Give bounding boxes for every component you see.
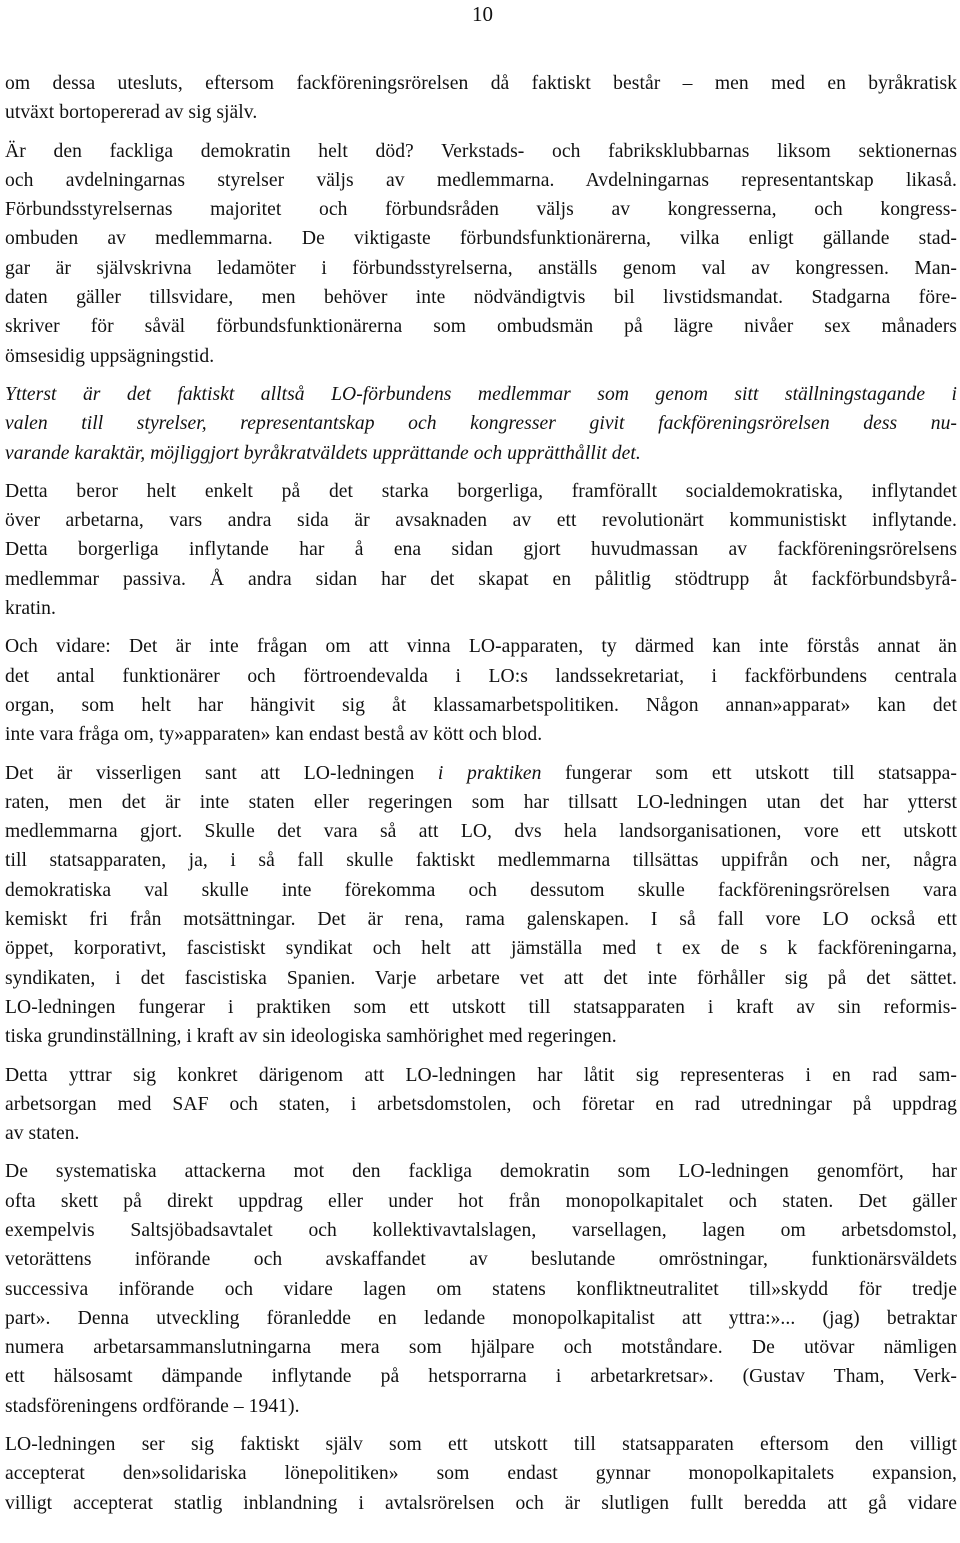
text-line: part». Denna utveckling föranledde en ledande monopolkapitalist att yttra:»... (jag) betraktar <box>5 1307 957 1329</box>
text-line: Är den fackliga demokratin helt död? Verkstads- och fabriksklubbarnas liksom sektionernas <box>5 140 957 162</box>
text-line: över arbetarna, vars andra sida är avsaknaden av ett revolutionärt kommunistiskt inflytande. <box>5 510 957 532</box>
text-line: ett hälsosamt dämpande inflytande på hetsporrarna i arbetarkretsar». (Gustav Tham, Verk- <box>5 1366 957 1388</box>
text-line: arbetsorgan med SAF och staten, i arbetsdomstolen, och företar en rad utredningar på uppdrag <box>5 1093 957 1115</box>
document-body <box>5 69 957 1527</box>
paragraph <box>5 1061 957 1149</box>
text-line: daten gäller tillsvidare, men behöver inte nödvändigtvis bil livstidsmandat. Stadgarna före- <box>5 287 957 309</box>
paragraph <box>5 632 957 749</box>
text-line: ofta skett på direkt uppdrag eller under hot från monopolkapitalet och staten. Det gäller <box>5 1190 957 1212</box>
text-line: Detta beror helt enkelt på det starka borgerliga, framförallt socialdemokratiska, inflytandet <box>5 480 957 502</box>
text-line: varande karaktär, möjliggjort byråkratväldets upprättande och upprätthållit det. <box>5 442 641 464</box>
text-line: successiva införande och vidare lagen om statens konfliktneutralitet till»skydd för tredje <box>5 1278 957 1300</box>
text-line: Detta yttrar sig konkret därigenom att LO-ledningen har låtit sig representeras i en rad sam- <box>5 1064 957 1086</box>
text-line: Förbundsstyrelsernas majoritet och förbundsråden väljs av kongresserna, och kongress- <box>5 199 957 221</box>
paragraph <box>5 759 957 1052</box>
text-line: Och vidare: Det är inte frågan om att vinna LO-apparaten, ty därmed kan inte förstås annat än <box>5 636 957 658</box>
text-line: inte vara fråga om, ty»apparaten» kan endast bestå av kött och blod. <box>5 724 543 746</box>
text-line: raten, men det är inte staten eller regeringen som har tillsatt LO-ledningen utan det har ytterst <box>5 791 957 813</box>
paragraph <box>5 477 957 623</box>
text-line: medlemmar passiva. Å andra sidan har det skapat en pålitlig stödtrupp åt fackförbundsbyrå- <box>5 568 957 590</box>
text-line: Detta borgerliga inflytande har å ena sidan gjort huvudmassan av fackföreningsrörelsens <box>5 539 957 561</box>
text-line: syndikaten, i det fascistiska Spanien. Varje arbetare vet att det inte förhåller sig på det sättet. <box>5 967 957 989</box>
text-line: kratin. <box>5 598 56 620</box>
page-number: 10 <box>472 2 493 26</box>
paragraph <box>5 380 957 468</box>
text-line: Det är visserligen sant att LO-ledningen i praktiken fungerar som ett utskott till statsappa- <box>5 762 958 784</box>
paragraph <box>5 1430 957 1518</box>
text-line: LO-ledningen fungerar i praktiken som ett utskott till statsapparaten i kraft av sin reformis- <box>5 996 957 1018</box>
emphasis: i praktiken <box>437 762 542 784</box>
text-line: numera arbetarsammanslutningarna mera som hjälpare och motståndare. De utövar nämligen <box>5 1337 957 1359</box>
text-line: medlemmarna gjort. Skulle det vara så att LO, dvs hela landsorganisationen, vore ett utskott <box>5 821 957 843</box>
text-line: demokratiska val skulle inte förekomma och dessutom skulle fackföreningsrörelsen vara <box>5 879 957 901</box>
text-line: gar är självskrivna ledamöter i förbundsstyrelserna, anställs genom val av kongressen. Man- <box>5 257 957 279</box>
text-line: och avdelningarnas styrelser väljs av medlemmarna. Avdelningarnas representantskap likaså. <box>5 169 957 191</box>
text-line: vetorättens införande och avskaffandet av beslutande omröstningar, funktionärsväldets <box>5 1249 957 1271</box>
text-line: utväxt bortopererad av sig själv. <box>5 102 258 124</box>
text-line: stadsföreningens ordförande – 1941). <box>5 1395 300 1417</box>
text-line: organ, som helt har hängivit sig åt klassamarbetspolitiken. Någon annan»apparat» kan det <box>5 694 957 716</box>
paragraph <box>5 137 957 371</box>
text-line: tiska grundinställning, i kraft av sin ideologiska samhörighet med regeringen. <box>5 1026 617 1048</box>
text-line: om dessa utesluts, eftersom fackföreningsrörelsen då faktiskt består – men med en byråkratisk <box>5 73 957 94</box>
text-line: av staten. <box>5 1123 80 1145</box>
paragraph <box>5 69 957 128</box>
text-line: LO-ledningen ser sig faktiskt själv som ett utskott till statsapparaten eftersom den villigt <box>5 1434 957 1456</box>
text-line: villigt accepterat statlig inblandning i avtalsrörelsen och är slutligen fullt beredda att gå vidare <box>5 1492 957 1514</box>
paragraph <box>5 1157 957 1421</box>
text-line: valen till styrelser, representantskap och kongresser givit fackföreningsrörelsen dess nu- <box>5 413 957 435</box>
text-line: skriver för såväl förbundsfunktionärerna som ombudsmän på lägre nivåer sex månaders <box>5 316 957 338</box>
text-line: till statsapparaten, ja, i så fall skulle faktiskt medlemmarna tillsättas uppifrån och ner, några <box>5 850 957 872</box>
text-line: ömsesidig uppsägningstid. <box>5 345 215 367</box>
text-line: De systematiska attackerna mot den fackliga demokratin som LO-ledningen genomfört, har <box>5 1161 957 1183</box>
text-line: öppet, korporativt, fascistiskt syndikat och helt att jämställa med t ex de s k fackföreningarna, <box>5 938 957 960</box>
text-line: ombuden av medlemmarna. De viktigaste förbundsfunktionärerna, vilka enligt gällande stad- <box>5 228 957 250</box>
text-line: det antal funktionärer och förtroendevalda i LO:s landssekretariat, i fackförbundens centrala <box>5 665 957 687</box>
text-line: Ytterst är det faktiskt alltså LO-förbundens medlemmar som genom sitt ställningstagande i <box>5 383 957 405</box>
text-line: accepterat den»solidariska lönepolitiken» som endast gynnar monopolkapitalets expansion, <box>5 1463 957 1485</box>
text-line: kemiskt fri från motsättningar. Det är rena, rama galenskapen. I så fall vore LO också ett <box>5 909 957 931</box>
text-line: exempelvis Saltsjöbadsavtalet och kollektivavtalslagen, varsellagen, lagen om arbetsdomstol, <box>5 1219 957 1241</box>
